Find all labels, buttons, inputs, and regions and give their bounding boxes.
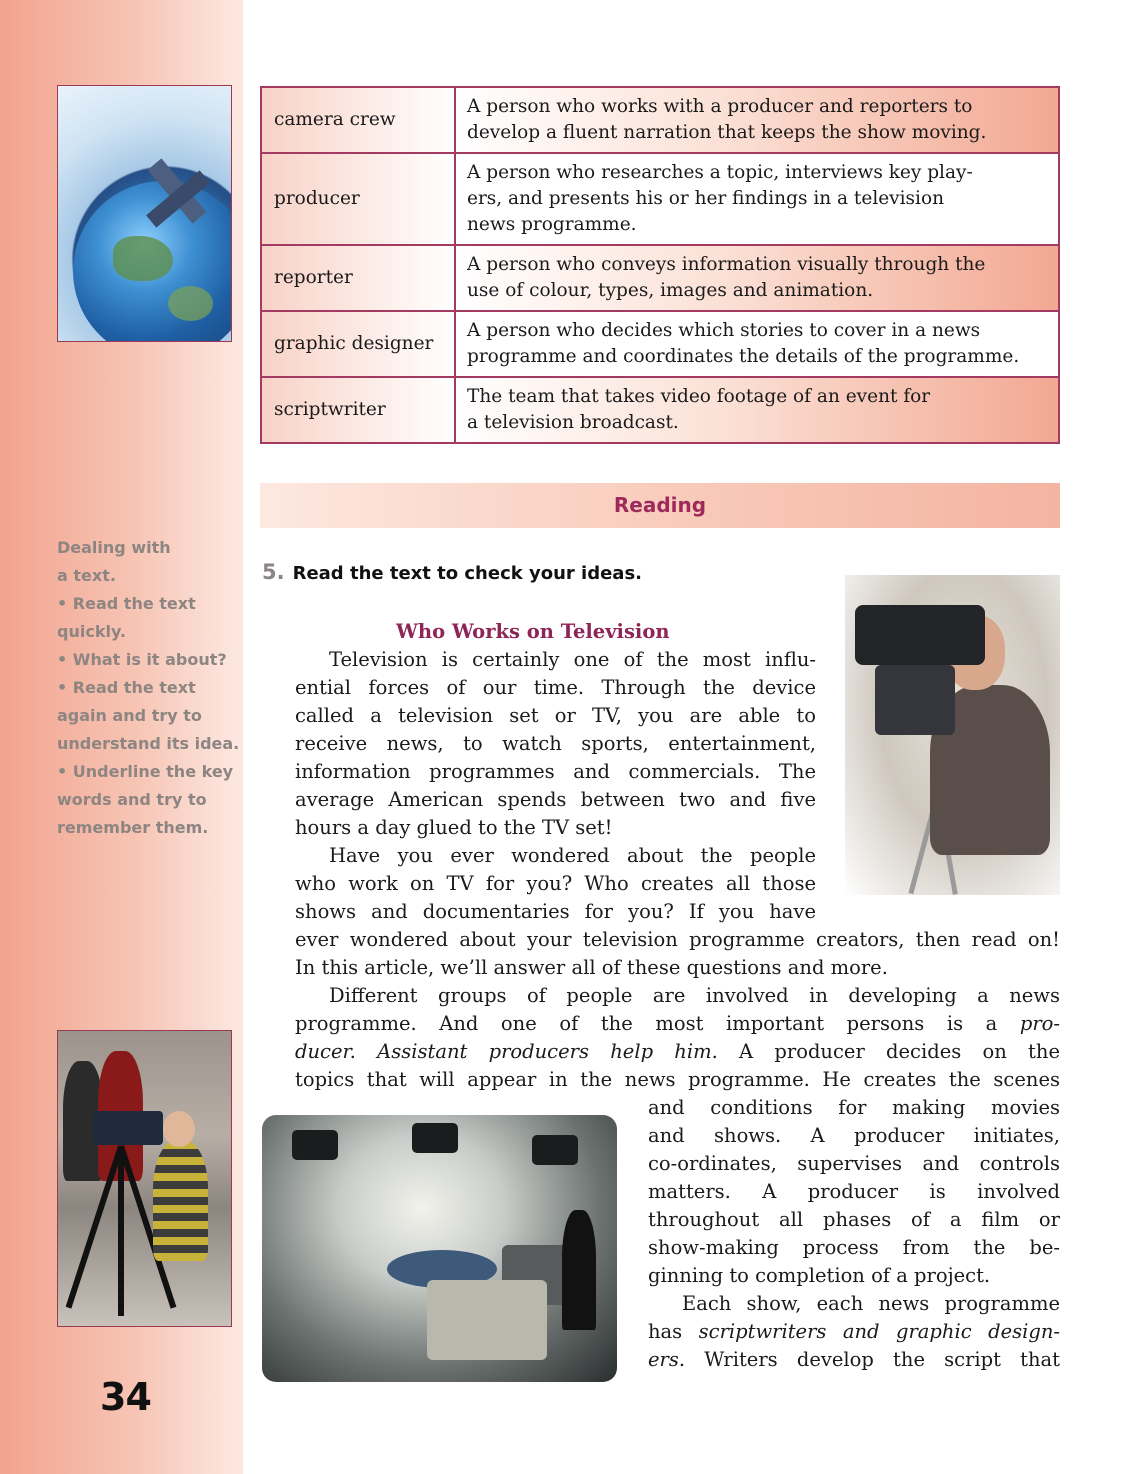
definition-line: programme and coordinates the details of the programme. — [467, 346, 1020, 367]
task-number: 5. — [262, 560, 285, 584]
text-segment-italic: ducer. Assistant producers help him. — [295, 1040, 718, 1063]
side-note-line: • What is it about? — [57, 650, 227, 669]
text-line — [648, 1318, 1060, 1346]
side-note-line: again and try to — [57, 706, 202, 725]
side-note-line: • Read the text — [57, 594, 196, 613]
term-cell: scriptwriter — [261, 377, 455, 443]
side-note-line: words and try to — [57, 790, 207, 809]
text-line: ever wondered about your television programme creators, then read on! — [295, 928, 1060, 951]
definition-line: A person who decides which stories to cover in a news — [467, 320, 981, 341]
side-note-line: quickly. — [57, 622, 126, 641]
article-column-wide — [295, 926, 1060, 1094]
task-text: Read the text to check your ideas. — [292, 563, 643, 584]
terms-matching-table — [260, 86, 1060, 444]
text-segment: A producer decides on the — [717, 1040, 1060, 1063]
article-column-narrow-bottom — [648, 1094, 1060, 1374]
text-line: and conditions for making movies — [648, 1096, 1060, 1119]
term-cell: reporter — [261, 245, 455, 311]
table-row — [261, 87, 1059, 153]
text-line: called a television set or TV, you are able to — [295, 704, 816, 727]
definition-line: use of colour, types, images and animation. — [467, 280, 874, 301]
text-line: information programmes and commercials. The — [295, 760, 816, 783]
text-line: Have you ever wondered about the people — [329, 844, 816, 867]
text-line: receive news, to watch sports, entertainment, — [295, 732, 816, 755]
earth-satellite-image — [57, 85, 232, 342]
definition-line: A person who researches a topic, interviews key play- — [467, 162, 973, 183]
text-line: matters. A producer is involved — [648, 1180, 1060, 1203]
text-line: and shows. A producer initiates, — [648, 1124, 1060, 1147]
text-line: show-making process from the be- — [648, 1236, 1060, 1259]
text-segment-italic: pro- — [1019, 1012, 1060, 1035]
text-line: ginning to completion of a project. — [648, 1264, 991, 1287]
cameraman-photo — [845, 575, 1060, 895]
definition-cell — [455, 311, 1059, 377]
term-cell: producer — [261, 153, 455, 245]
section-header-reading: Reading — [260, 483, 1060, 528]
table-row — [261, 245, 1059, 311]
task-instruction — [262, 560, 642, 584]
text-segment-italic: ers — [648, 1348, 679, 1371]
side-note-line: a text. — [57, 566, 116, 585]
sidebar — [0, 0, 243, 1474]
side-note-line: understand its idea. — [57, 734, 240, 753]
text-line: average American spends between two and five — [295, 788, 816, 811]
text-segment-italic: scriptwriters and graphic design- — [698, 1320, 1060, 1343]
definition-cell — [455, 87, 1059, 153]
text-line: ential forces of our time. Through the device — [295, 676, 816, 699]
article-column-narrow-top — [295, 646, 816, 926]
definition-line: The team that takes video footage of an event for — [467, 386, 931, 407]
table-row — [261, 153, 1059, 245]
definition-line: A person who conveys information visually through the — [467, 254, 986, 275]
text-line: topics that will appear in the news programme. He creates the scenes — [295, 1068, 1060, 1091]
text-line: throughout all phases of a film or — [648, 1208, 1060, 1231]
tv-studio-photo — [262, 1115, 617, 1382]
text-segment: . Writers develop the script that — [678, 1348, 1060, 1371]
side-note-line: Dealing with — [57, 538, 171, 557]
text-segment: programme. And one of the most important persons is a — [295, 1012, 1020, 1035]
text-line: co-ordinates, supervises and controls — [648, 1152, 1060, 1175]
side-note-line: • Underline the key — [57, 762, 234, 781]
text-line: who work on TV for you? Who creates all those — [295, 872, 816, 895]
side-note-line: remember them. — [57, 818, 209, 837]
child-with-camera-image — [57, 1030, 232, 1327]
definition-cell — [455, 153, 1059, 245]
text-line: Television is certainly one of the most influ- — [329, 648, 816, 671]
table-row — [261, 377, 1059, 443]
definition-cell — [455, 245, 1059, 311]
definition-line: a television broadcast. — [467, 412, 679, 433]
definition-line: A person who works with a producer and reporters to — [467, 96, 973, 117]
text-line — [648, 1346, 1060, 1374]
text-line: Each show, each news programme — [682, 1292, 1060, 1315]
definition-line: develop a fluent narration that keeps the show moving. — [467, 122, 987, 143]
text-segment: has — [648, 1320, 699, 1343]
text-line: shows and documentaries for you? If you have — [295, 900, 816, 923]
definition-cell — [455, 377, 1059, 443]
term-cell: camera crew — [261, 87, 455, 153]
side-notes — [57, 534, 242, 842]
article-title: Who Works on Television — [396, 620, 670, 643]
table-row — [261, 311, 1059, 377]
definition-line: news programme. — [467, 214, 637, 235]
term-cell: graphic designer — [261, 311, 455, 377]
definition-line: ers, and presents his or her findings in a television — [467, 188, 945, 209]
page-number: 34 — [100, 1375, 151, 1419]
text-line: In this article, we’ll answer all of these questions and more. — [295, 956, 888, 979]
side-note-line: • Read the text — [57, 678, 196, 697]
text-line: Different groups of people are involved in developing a news — [329, 984, 1060, 1007]
text-line — [295, 1038, 1060, 1066]
text-line: hours a day glued to the TV set! — [295, 816, 613, 839]
text-line — [295, 1010, 1060, 1038]
